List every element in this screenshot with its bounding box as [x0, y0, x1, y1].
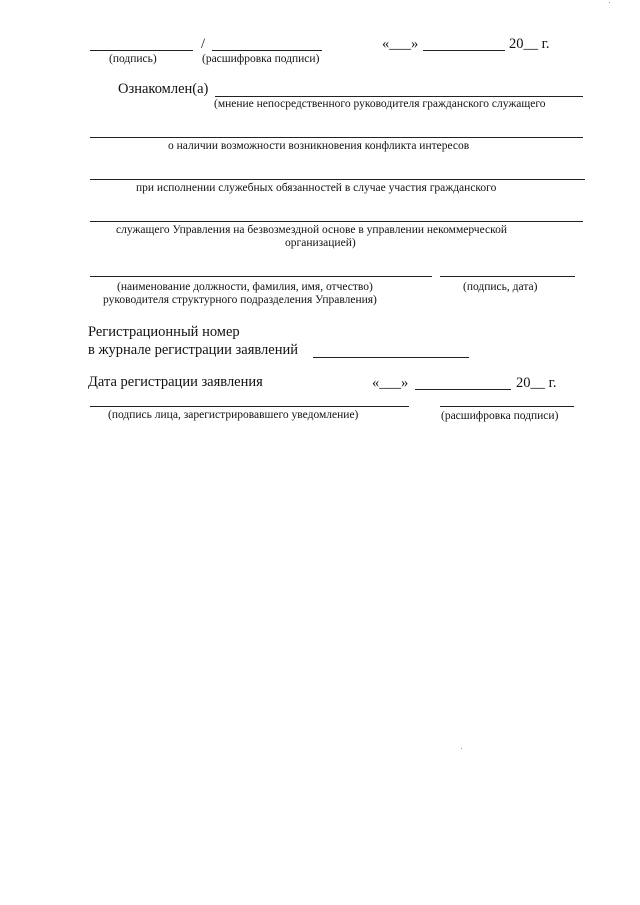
manager-opinion-caption-3: при исполнении служебных обязанностей в случае участия гражданского [136, 182, 497, 194]
registrar-decoding-line [440, 406, 574, 407]
manager-opinion-caption-5: организацией) [285, 237, 356, 249]
head-name-caption-2: руководителя структурного подразделения Управления) [103, 294, 377, 306]
opinion-line-2 [90, 137, 583, 138]
registration-number-label-2: в журнале регистрации заявлений [88, 342, 298, 358]
registration-date-label: Дата регистрации заявления [88, 374, 263, 390]
opinion-line-4 [90, 221, 583, 222]
registrar-decoding-caption: (расшифровка подписи) [441, 410, 559, 422]
signature-caption: (подпись) [109, 53, 157, 65]
head-name-caption-1: (наименование должности, фамилия, имя, отчество) [117, 281, 373, 293]
registration-number-label-1: Регистрационный номер [88, 324, 240, 340]
head-signature-date-caption: (подпись, дата) [463, 281, 538, 293]
signature-decoding-caption: (расшифровка подписи) [202, 53, 320, 65]
date-day-field: «___» [382, 36, 419, 52]
signature-decoding-line [212, 50, 322, 51]
head-name-line [90, 276, 432, 277]
slash-separator: / [201, 36, 206, 52]
registration-date-day-field: «___» [372, 375, 409, 391]
date-year-field: 20__ г. [509, 36, 550, 52]
acquainted-label: Ознакомлен(а) [118, 81, 209, 97]
registration-date-year-field: 20__ г. [516, 375, 557, 391]
date-month-line [423, 50, 505, 51]
registrar-signature-caption: (подпись лица, зарегистрировавшего уведомление) [108, 409, 359, 421]
head-signature-line [440, 276, 575, 277]
registration-date-month-line [415, 389, 511, 390]
registration-number-line [313, 357, 469, 358]
opinion-line-3 [90, 179, 585, 180]
acquainted-line [215, 96, 583, 97]
manager-opinion-caption-4: служащего Управления на безвозмездной основе в управлении некоммерческой [116, 224, 507, 236]
signature-line [90, 50, 193, 51]
scan-speck [609, 2, 610, 3]
manager-opinion-caption-2: о наличии возможности возникновения конфликта интересов [168, 140, 470, 152]
manager-opinion-caption-1: (мнение непосредственного руководителя гражданского служащего [214, 98, 546, 110]
scan-speck [461, 748, 462, 749]
registrar-signature-line [90, 406, 409, 407]
